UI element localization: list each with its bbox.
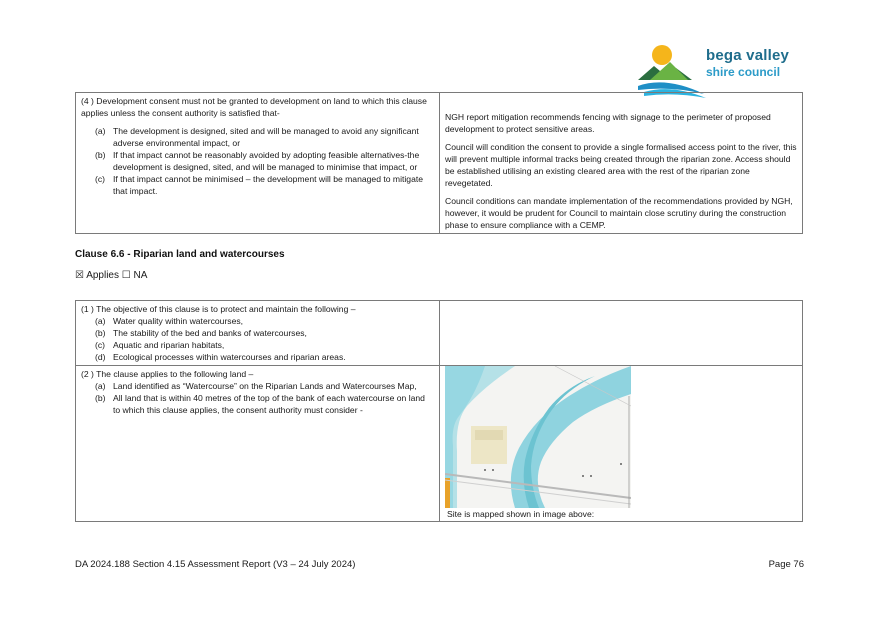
subclause-lead: (4 ) Development consent must not be granted to development on land to which this clause applies unless the consent authority is satisfied that- xyxy=(81,96,427,118)
list-item: (a) Water quality within watercourses, xyxy=(95,316,244,326)
applies-lead: (2 ) The clause applies to the following land – xyxy=(81,369,254,379)
objective-list xyxy=(81,315,434,363)
requirement-cell xyxy=(76,366,440,522)
requirement-cell xyxy=(76,301,440,366)
table-row xyxy=(76,301,803,366)
requirement-cell xyxy=(76,93,440,234)
table-row xyxy=(76,366,803,522)
assessment-cell xyxy=(440,93,803,234)
objective-lead: (1 ) The objective of this clause is to protect and maintain the following – xyxy=(81,304,356,314)
list-item: (a) Land identified as “Watercourse” on the Riparian Lands and Watercourses Map, xyxy=(95,381,417,391)
applies-checkbox-line: ☒ Applies ☐ NA xyxy=(75,270,148,281)
map-cell xyxy=(440,366,803,522)
applies-list xyxy=(81,380,434,416)
footer-page-number: Page 76 xyxy=(768,559,804,570)
assessment-cell-empty xyxy=(440,301,803,366)
footer-document-ref: DA 2024.188 Section 4.15 Assessment Report (V3 – 24 July 2024) xyxy=(75,559,356,570)
list-item: (b) All land that is within 40 metres of the top of the bank of each watercourse on land to which this clause applies, the consent authority must consider - xyxy=(95,393,425,415)
list-item: (c) If that impact cannot be minimised – the development will be managed to mitigate that impact. xyxy=(95,174,424,196)
table-row xyxy=(76,93,803,234)
clause-table-riparian xyxy=(75,300,803,522)
assessment-para: Council will condition the consent to provide a single formalised access point to the river, this will prevent multiple informal tracks being created through the riparian zone. Access should be established utilising an existing cleared area with the rest of the riparian zone revegetated. xyxy=(445,142,797,188)
subclause-list xyxy=(81,125,434,197)
assessment-para: Council conditions can mandate implementation of the recommendations provided by NGH, however, it would be prudent for Council to maintain close scrutiny during the construction phase to ensure compliance with a CEMP. xyxy=(445,196,793,230)
clause-heading: Clause 6.6 - Riparian land and watercourses xyxy=(75,249,285,260)
list-item: (b) If that impact cannot be reasonably avoided by adopting feasible alternatives-the development is designed, sited, and will be managed to minimise that impact, or xyxy=(95,150,420,172)
list-item: (b) The stability of the bed and banks of watercourses, xyxy=(95,328,307,338)
list-item: (c) Aquatic and riparian habitats, xyxy=(95,340,225,350)
list-item: (a) The development is designed, sited and will be managed to avoid any significant adverse environmental impact, or xyxy=(95,126,419,148)
assessment-para: NGH report mitigation recommends fencing with signage to the perimeter of proposed development to protect sensitive areas. xyxy=(445,112,771,134)
clause-table-subclause-4 xyxy=(75,92,803,234)
logo-line2: shire council xyxy=(706,65,781,79)
riparian-map-image xyxy=(445,366,631,508)
map-caption: Site is mapped shown in image above: xyxy=(447,509,595,519)
logo-line1: bega valley xyxy=(706,47,790,64)
list-item: (d) Ecological processes within watercourses and riparian areas. xyxy=(95,352,346,362)
